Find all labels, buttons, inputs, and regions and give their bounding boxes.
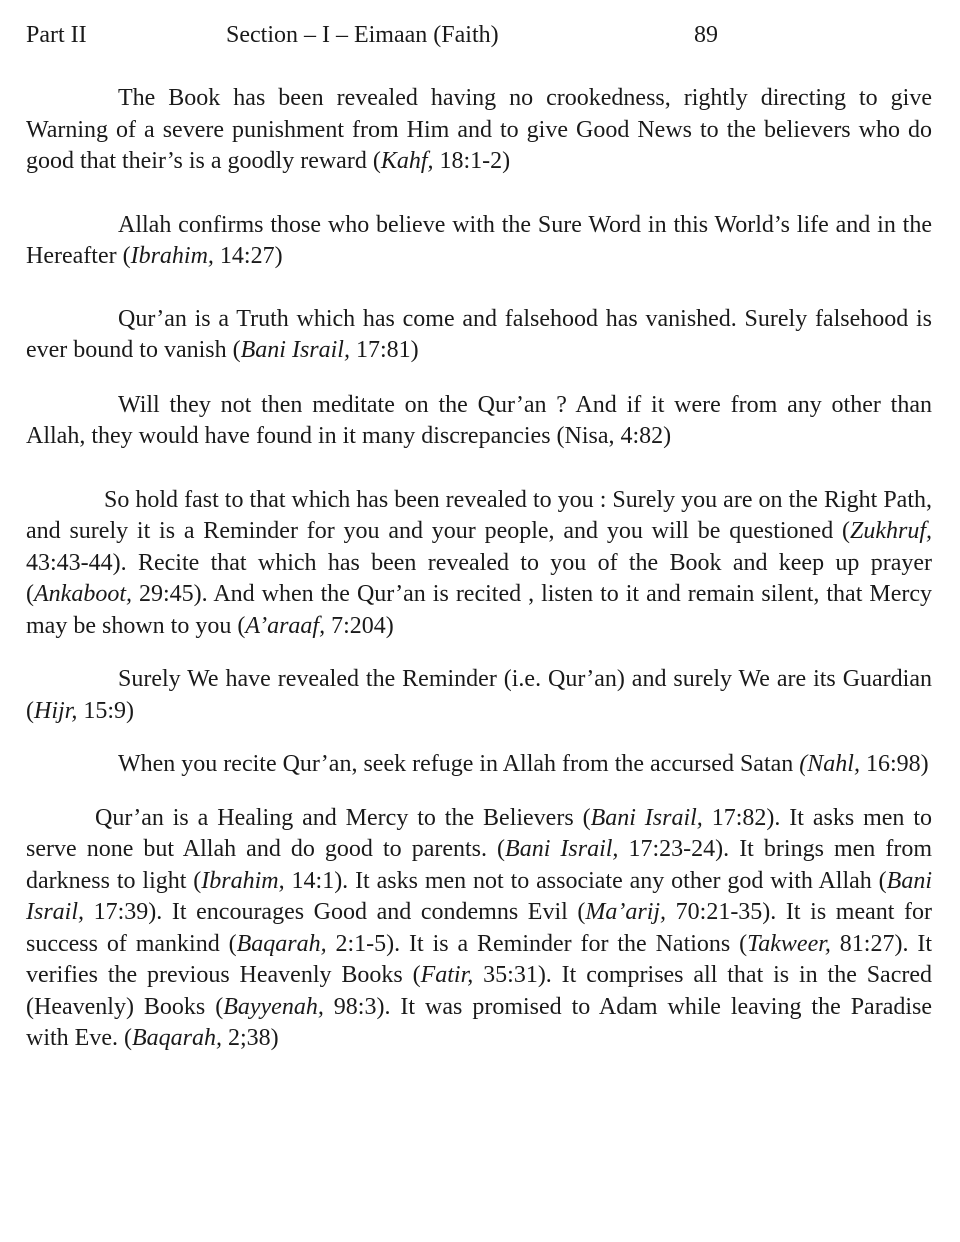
paragraph-kahf: The Book has been revealed having no crookedness, rightly directing to give Warning of a severe punishment from Him and to give Good News to the believers who do good that their’s is a goodly reward (Kahf, 18:1-2) xyxy=(26,85,932,174)
paragraph-zukhruf: So hold fast to that which has been revealed to you : Surely you are on the Right Path, and surely it is a Reminder for you and your people, and you will be questioned (Zukhruf, 43:43-44). Recite that which has been revealed to you of the Book and keep up prayer (Ankaboot, 29:45). And when the Qur’an is recited , listen to it and remain silent, that Mercy may be shown to you (A’araaf, 7:204) xyxy=(26,486,932,639)
page-number: 89 xyxy=(694,22,718,48)
paragraph-bani-israil: Qur’an is a Truth which has come and falsehood has vanished. Surely falsehood is ever bound to vanish (Bani Israil, 17:81) xyxy=(26,305,932,363)
paragraph-healing: Qur’an is a Healing and Mercy to the Believers (Bani Israil, 17:82). It asks men to serve none but Allah and do good to parents. (Bani Israil, 17:23-24). It brings men from darkness to light (Ibrahim, 14:1). It asks men not to associate any other god with Allah (Bani Israil, 17:39). It encourages Good and condemns Evil (Ma’arij, 70:21-35). It is meant for success of mankind (Baqarah, 2:1-5). It is a Reminder for the Nations (Takweer, 81:27). It verifies the previous Heavenly Books (Fatir, 35:31). It comprises all that is in the Sacred (Heavenly) Books (Bayyenah, 98:3). It was promised to Adam while leaving the Paradise with Eve. (Baqarah, 2;38) xyxy=(26,804,933,1051)
paragraph-ibrahim: Allah confirms those who believe with the Sure Word in this World’s life and in the Hereafter (Ibrahim, 14:27) xyxy=(26,211,932,269)
page-body xyxy=(26,83,932,1055)
paragraph-nisa: Will they not then meditate on the Qur’an ? And if it were from any other than Allah, they would have found in it many discrepancies (Nisa, 4:82) xyxy=(26,391,932,449)
header-section-title: Section – I – Eimaan (Faith) xyxy=(226,22,499,48)
paragraph-nahl: When you recite Qur’an, seek refuge in Allah from the accursed Satan (Nahl, 16:98) xyxy=(118,751,929,777)
running-header xyxy=(26,20,906,50)
header-part: Part II xyxy=(26,22,87,48)
paragraph-hijr: Surely We have revealed the Reminder (i.e. Qur’an) and surely We are its Guardian (Hijr, 15:9) xyxy=(26,666,932,724)
